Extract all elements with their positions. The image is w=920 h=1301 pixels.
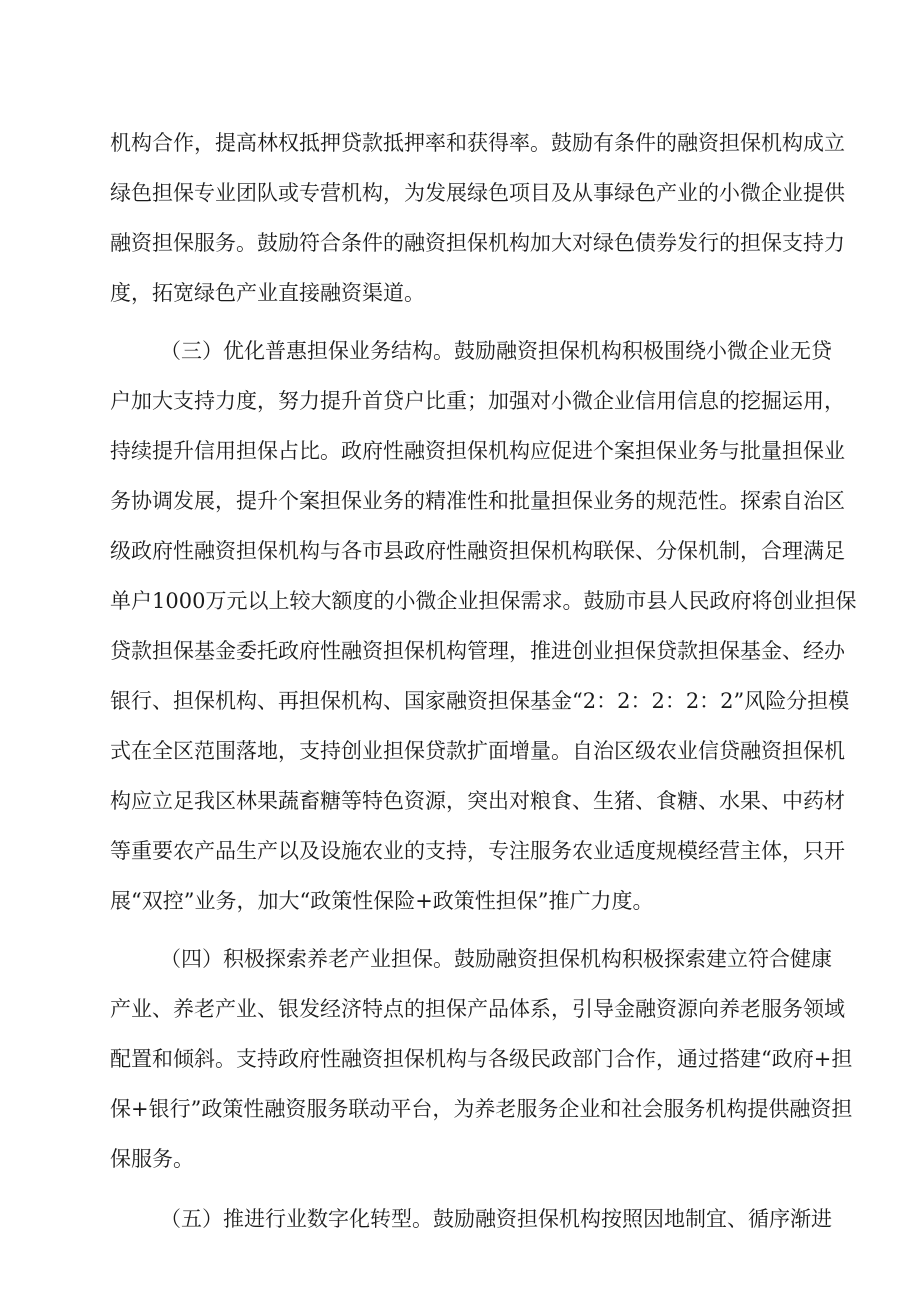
text-line: 度，拓宽绿色产业直接融资渠道。 xyxy=(110,281,425,305)
text-line: 配置和倾斜。支持政府性融资担保机构与各级民政部门合作，通过搭建“政府+担 xyxy=(110,1047,853,1071)
text-line: 贷款担保基金委托政府性融资担保机构管理，推进创业担保贷款担保基金、经办 xyxy=(110,639,845,663)
text-line: 式在全区范围落地，支持创业担保贷款扩面增量。自治区级农业信贷融资担保机 xyxy=(110,739,845,763)
text-line: 产业、养老产业、银发经济特点的担保产品体系，引导金融资源向养老服务领域 xyxy=(110,997,845,1021)
text-line: 持续提升信用担保占比。政府性融资担保机构应促进个案担保业务与批量担保业 xyxy=(110,439,845,463)
text-line: 等重要农产品生产以及设施农业的支持，专注服务农业适度规模经营主体，只开 xyxy=(110,839,845,863)
text-line: 构应立足我区林果蔬畜糖等特色资源，突出对粮食、生猪、食糖、水果、中药材 xyxy=(110,789,845,813)
section-heading-line: （五）推进行业数字化转型。鼓励融资担保机构按照因地制宜、循序渐进 xyxy=(160,1207,832,1231)
text-line: 银行、担保机构、再担保机构、国家融资担保基金“2：2：2：2：2”风险分担模 xyxy=(110,689,850,713)
text-line: 机构合作，提高林权抵押贷款抵押率和获得率。鼓励有条件的融资担保机构成立 xyxy=(110,131,845,155)
text-line: 绿色担保专业团队或专营机构，为发展绿色项目及从事绿色产业的小微企业提供 xyxy=(110,181,845,205)
text-line: 保服务。 xyxy=(110,1147,194,1171)
text-line: 级政府性融资担保机构与各市县政府性融资担保机构联保、分保机制，合理满足 xyxy=(110,539,845,563)
text-line: 务协调发展，提升个案担保业务的精准性和批量担保业务的规范性。探索自治区 xyxy=(110,489,845,513)
text-line: 户加大支持力度，努力提升首贷户比重；加强对小微企业信用信息的挖掘运用， xyxy=(110,389,845,413)
text-line: 融资担保服务。鼓励符合条件的融资担保机构加大对绿色债券发行的担保支持力 xyxy=(110,231,845,255)
section-heading-line: （三）优化普惠担保业务结构。鼓励融资担保机构积极围绕小微企业无贷 xyxy=(160,339,832,363)
text-line: 展“双控”业务，加大“政策性保险+政策性担保”推广力度。 xyxy=(110,889,654,913)
text-line: 保+银行”政策性融资服务联动平台，为养老服务企业和社会服务机构提供融资担 xyxy=(110,1097,853,1121)
section-heading-line: （四）积极探索养老产业担保。鼓励融资担保机构积极探索建立符合健康 xyxy=(160,947,832,971)
text-line: 单户1000万元以上较大额度的小微企业担保需求。鼓励市县人民政府将创业担保 xyxy=(110,589,857,613)
